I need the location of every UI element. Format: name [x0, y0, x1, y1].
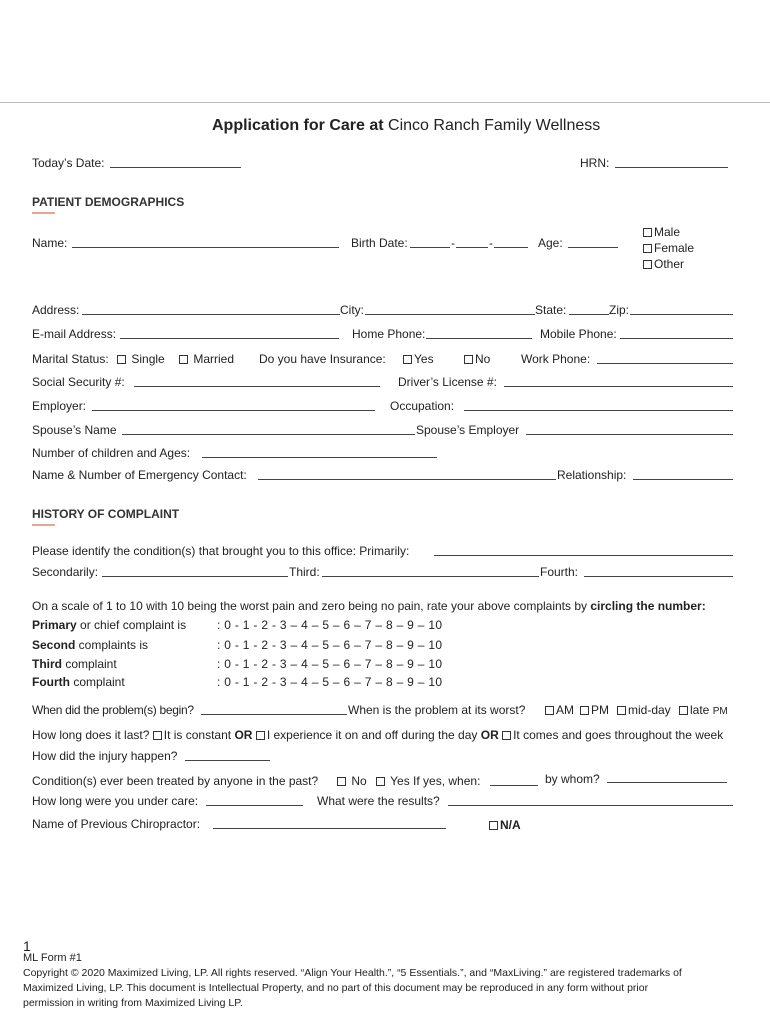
married-checkbox[interactable]: [179, 355, 188, 364]
emergency-field[interactable]: [258, 479, 556, 480]
city-label: City:: [340, 303, 364, 317]
when-begin-label: When did the problem(s) begin?: [32, 703, 194, 717]
single-option[interactable]: Single: [117, 352, 165, 366]
drivers-license-label: Driver’s License #:: [398, 375, 497, 389]
todays-date-field[interactable]: [110, 167, 241, 168]
birth-sep-2: -: [489, 236, 493, 250]
age-field[interactable]: [568, 247, 618, 248]
treated-when-field[interactable]: [490, 785, 538, 786]
comes-goes-checkbox[interactable]: [502, 731, 511, 740]
gender-other[interactable]: Other: [643, 257, 684, 271]
occupation-field[interactable]: [464, 410, 733, 411]
secondarily-field[interactable]: [102, 576, 288, 577]
state-field[interactable]: [569, 314, 609, 315]
spouse-employer-label: Spouse’s Employer: [416, 423, 520, 437]
demographics-heading: PATIENT DEMOGRAPHICS: [32, 195, 185, 209]
treated-no-checkbox[interactable]: [337, 777, 346, 786]
form-number: ML Form #1: [23, 952, 82, 964]
scale-third[interactable]: : 0 - 1 - 2 - 3 – 4 – 5 – 6 – 7 – 8 – 9 – 10: [217, 657, 443, 671]
complaint-second: Second complaints is: [32, 638, 149, 652]
marital-status-label: Marital Status:: [32, 352, 109, 366]
email-field[interactable]: [120, 338, 339, 339]
insurance-no-option[interactable]: No: [464, 352, 490, 366]
single-checkbox[interactable]: [117, 355, 126, 364]
ssn-label: Social Security #:: [32, 375, 125, 389]
na-checkbox[interactable]: [489, 821, 498, 830]
spouse-employer-field[interactable]: [526, 434, 733, 435]
zip-field[interactable]: [630, 314, 733, 315]
zip-label: Zip:: [609, 303, 630, 317]
how-long-care-label: How long were you under care:: [32, 794, 199, 808]
birth-month-field[interactable]: [410, 247, 450, 248]
complaint-primary: Primary or chief complaint is: [32, 618, 187, 632]
treated-label: Condition(s) ever been treated by anyone in the past?: [32, 774, 319, 788]
state-label: State:: [535, 303, 567, 317]
insurance-no-checkbox[interactable]: [464, 355, 473, 364]
na-option[interactable]: N/A: [489, 818, 521, 832]
by-whom-field[interactable]: [607, 782, 727, 783]
name-label: Name:: [32, 236, 68, 250]
name-field[interactable]: [72, 247, 339, 248]
age-label: Age:: [538, 236, 563, 250]
how-long-care-field[interactable]: [206, 805, 303, 806]
midday-option[interactable]: mid-day: [617, 703, 671, 717]
insurance-yes-checkbox[interactable]: [403, 355, 412, 364]
scale-fourth[interactable]: : 0 - 1 - 2 - 3 – 4 – 5 – 6 – 7 – 8 – 9 – 10: [217, 675, 443, 689]
copyright-line-2: Maximized Living, LP. This document is Intellectual Property, and no part of this document may be reproduced in any form without prior: [23, 982, 649, 994]
treated-yes-checkbox[interactable]: [376, 777, 385, 786]
injury-label: How did the injury happen?: [32, 749, 178, 763]
treated-yes-option[interactable]: Yes If yes, when:: [376, 774, 480, 788]
complaint-third: Third complaint: [32, 657, 117, 671]
prev-chiro-label: Name of Previous Chiropractor:: [32, 817, 201, 831]
home-phone-label: Home Phone:: [352, 327, 426, 341]
when-begin-field[interactable]: [201, 714, 347, 715]
when-worst-label: When is the problem at its worst?: [348, 703, 526, 717]
address-field[interactable]: [82, 314, 340, 315]
third-label: Third:: [289, 565, 320, 579]
late-checkbox[interactable]: [679, 706, 688, 715]
employer-label: Employer:: [32, 399, 87, 413]
male-checkbox[interactable]: [643, 228, 652, 237]
heading-accent: [32, 212, 55, 214]
title-prefix: Application for Care at: [212, 117, 389, 134]
email-label: E-mail Address:: [32, 327, 117, 341]
late-option[interactable]: late PM: [679, 703, 728, 717]
children-field[interactable]: [202, 457, 437, 458]
top-rule: [0, 102, 770, 103]
third-field[interactable]: [322, 576, 539, 577]
heading-accent: [32, 524, 55, 526]
prev-chiro-field[interactable]: [213, 828, 446, 829]
work-phone-field[interactable]: [597, 363, 733, 364]
primarily-field[interactable]: [434, 555, 733, 556]
hrn-field[interactable]: [615, 167, 728, 168]
on-off-checkbox[interactable]: [256, 731, 265, 740]
drivers-license-field[interactable]: [504, 386, 733, 387]
midday-checkbox[interactable]: [617, 706, 626, 715]
am-option[interactable]: AM: [545, 703, 574, 717]
occupation-label: Occupation:: [390, 399, 455, 413]
injury-field[interactable]: [185, 760, 270, 761]
mobile-phone-label: Mobile Phone:: [540, 327, 617, 341]
results-label: What were the results?: [317, 794, 440, 808]
scale-second[interactable]: : 0 - 1 - 2 - 3 – 4 – 5 – 6 – 7 – 8 – 9 – 10: [217, 638, 443, 652]
copyright-line-1: Copyright © 2020 Maximized Living, LP. All rights reserved. “Align Your Health.”, “5 Essentials.”, and “MaxLiving.” are registered trademarks of: [23, 967, 682, 979]
relationship-field[interactable]: [633, 479, 733, 480]
insurance-yes-option[interactable]: Yes: [403, 352, 434, 366]
fourth-field[interactable]: [584, 576, 733, 577]
spouse-name-label: Spouse’s Name: [32, 423, 117, 437]
todays-date-label: Today’s Date:: [32, 156, 105, 170]
secondarily-label: Secondarily:: [32, 565, 99, 579]
city-field[interactable]: [365, 314, 535, 315]
gender-male[interactable]: Male: [643, 225, 680, 239]
fourth-label: Fourth:: [540, 565, 579, 579]
complaint-fourth: Fourth complaint: [32, 675, 125, 689]
identify-label: Please identify the condition(s) that brought you to this office: Primarily:: [32, 544, 410, 558]
work-phone-label: Work Phone:: [521, 352, 591, 366]
relationship-label: Relationship:: [557, 468, 627, 482]
insurance-label: Do you have Insurance:: [259, 352, 386, 366]
by-whom-label: by whom?: [545, 772, 600, 786]
birth-year-field[interactable]: [494, 247, 528, 248]
birth-date-label: Birth Date:: [351, 236, 408, 250]
scale-primary[interactable]: : 0 - 1 - 2 - 3 – 4 – 5 – 6 – 7 – 8 – 9 – 10: [217, 618, 443, 632]
pm-checkbox[interactable]: [580, 706, 589, 715]
copyright-line-3: permission in writing from Maximized Living LP.: [23, 997, 243, 1009]
pm-option[interactable]: PM: [580, 703, 609, 717]
employer-field[interactable]: [92, 410, 375, 411]
constant-checkbox[interactable]: [153, 731, 162, 740]
history-heading: HISTORY OF COMPLAINT: [32, 507, 180, 521]
other-checkbox[interactable]: [643, 260, 652, 269]
gender-female[interactable]: Female: [643, 241, 694, 255]
how-long-row: How long does it last? It is constant OR I experience it on and off during the day OR It comes and goes throughout the week: [32, 728, 724, 742]
home-phone-field[interactable]: [426, 338, 532, 339]
married-option[interactable]: Married: [179, 352, 234, 366]
address-label: Address:: [32, 303, 80, 317]
female-checkbox[interactable]: [643, 244, 652, 253]
treated-no-option[interactable]: No: [337, 774, 367, 788]
birth-sep-1: -: [451, 236, 455, 250]
page-number: 1: [23, 938, 31, 954]
scale-instructions: On a scale of 1 to 10 with 10 being the worst pain and zero being no pain, rate your above complaints by circling the number:: [32, 599, 706, 613]
ssn-field[interactable]: [134, 386, 380, 387]
clinic-name: Cinco Ranch Family Wellness: [388, 117, 601, 134]
results-field[interactable]: [448, 805, 733, 806]
form-title: [212, 117, 600, 135]
mobile-phone-field[interactable]: [620, 338, 733, 339]
children-label: Number of children and Ages:: [32, 446, 191, 460]
emergency-label: Name & Number of Emergency Contact:: [32, 468, 247, 482]
hrn-label: HRN:: [580, 156, 610, 170]
am-checkbox[interactable]: [545, 706, 554, 715]
spouse-name-field[interactable]: [122, 434, 415, 435]
birth-day-field[interactable]: [456, 247, 488, 248]
